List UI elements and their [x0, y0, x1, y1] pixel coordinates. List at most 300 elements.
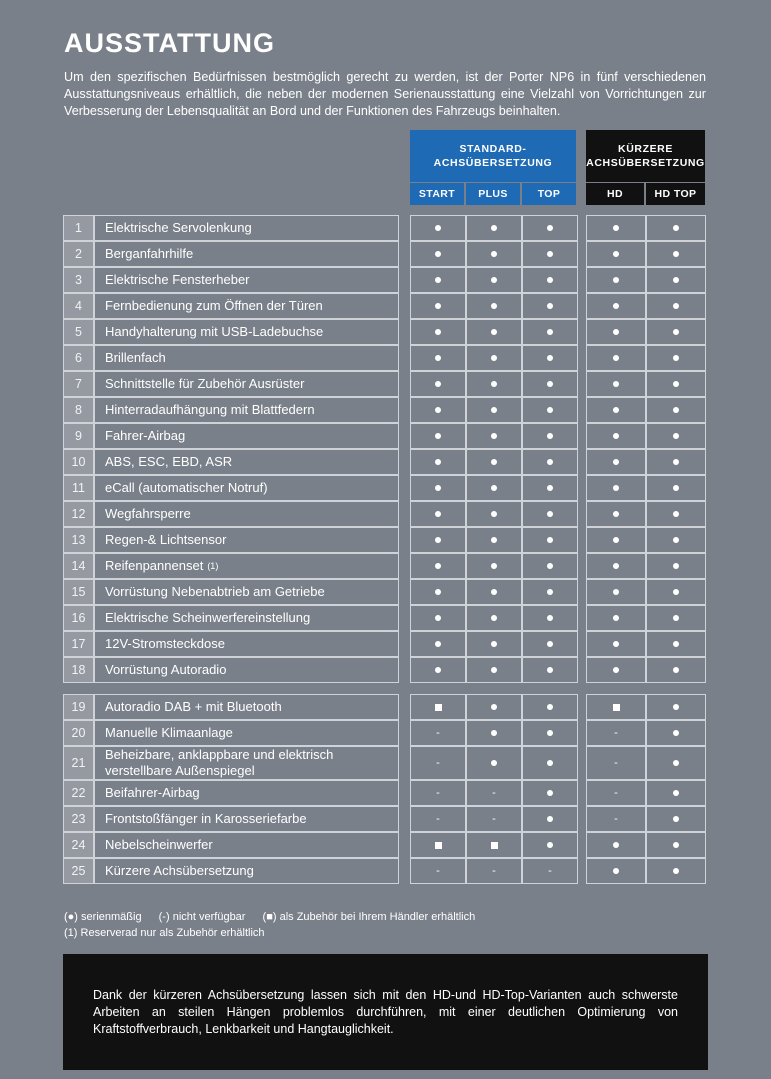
- standard-dot-icon: [435, 563, 441, 569]
- availability-top: [522, 475, 578, 501]
- row-number: 17: [63, 631, 94, 657]
- availability-hd: [586, 746, 646, 780]
- feature-label: [94, 345, 399, 371]
- availability-plus: [466, 423, 522, 449]
- feature-label: [94, 746, 399, 780]
- standard-dot-icon: [673, 355, 679, 361]
- standard-dot-icon: [613, 329, 619, 335]
- availability-plus: [466, 832, 522, 858]
- feature-label-text: Autoradio DAB + mit Bluetooth: [105, 699, 282, 714]
- feature-label-text: Reifenpannenset: [105, 558, 204, 573]
- standard-dot-icon: [613, 355, 619, 361]
- row-number: 24: [63, 832, 94, 858]
- availability-plus: [466, 631, 522, 657]
- standard-dot-icon: [491, 563, 497, 569]
- not-available-dash-icon: -: [436, 757, 440, 769]
- row-number: 5: [63, 319, 94, 345]
- table-row: [63, 475, 706, 501]
- standard-dot-icon: [491, 303, 497, 309]
- standard-dot-icon: [491, 704, 497, 710]
- availability-hd: [586, 293, 646, 319]
- table-row: [63, 423, 706, 449]
- standard-dot-icon: [491, 459, 497, 465]
- standard-dot-icon: [613, 251, 619, 257]
- feature-label-text: Handyhalterung mit USB-Ladebuchse: [105, 324, 324, 339]
- standard-dot-icon: [435, 667, 441, 673]
- availability-top: [522, 694, 578, 720]
- availability-start: [410, 858, 466, 884]
- feature-label-text: Elektrische Scheinwerfereinstellung: [105, 610, 311, 625]
- table-row: [63, 694, 706, 720]
- feature-label: [94, 694, 399, 720]
- availability-hd-top: [646, 832, 706, 858]
- standard-dot-icon: [435, 329, 441, 335]
- standard-dot-icon: [613, 589, 619, 595]
- standard-dot-icon: [547, 485, 553, 491]
- standard-dot-icon: [491, 730, 497, 736]
- row-number: 23: [63, 806, 94, 832]
- not-available-dash-icon: -: [492, 787, 496, 799]
- availability-start: [410, 319, 466, 345]
- feature-label: [94, 293, 399, 319]
- availability-top: [522, 605, 578, 631]
- feature-label: [94, 241, 399, 267]
- availability-plus: [466, 806, 522, 832]
- availability-hd-top: [646, 553, 706, 579]
- feature-label: [94, 657, 399, 683]
- availability-top: [522, 579, 578, 605]
- row-number: 14: [63, 553, 94, 579]
- standard-dot-icon: [491, 615, 497, 621]
- standard-dot-icon: [673, 868, 679, 874]
- legend-not-available: nicht verfügbar: [172, 911, 246, 923]
- standard-axle-header: STANDARD- ACHSÜBERSETZUNG: [410, 130, 576, 182]
- intro-text: Um den spezifischen Bedürfnissen bestmöglich gerecht zu werden, ist der Porter NP6 in fünf verschiedenen Ausstattungsniveaus erhältlich, die neben der modernen Serienausstattung eine Vielzahl von Vorrichtungen zur Verbesserung der Lebensqualität an Bord und der Funktionen des Fahrzeugs beinhalten.: [64, 70, 706, 118]
- short-axle-header: KÜRZERE ACHSÜBERSETZUNG: [586, 130, 705, 182]
- feature-label-text: Fernbedienung zum Öffnen der Türen: [105, 298, 323, 313]
- standard-dot-icon: [547, 842, 553, 848]
- feature-label: [94, 475, 399, 501]
- availability-top: [522, 293, 578, 319]
- legend-note: Reserverad nur als Zubehör erhältlich: [80, 927, 265, 939]
- table-row: [63, 605, 706, 631]
- table-row: [63, 241, 706, 267]
- standard-dot-icon: [673, 589, 679, 595]
- availability-top: [522, 423, 578, 449]
- standard-dot-icon: [673, 537, 679, 543]
- standard-dot-icon: [435, 537, 441, 543]
- standard-dot-icon: [613, 485, 619, 491]
- availability-hd-top: [646, 371, 706, 397]
- availability-hd-top: [646, 694, 706, 720]
- availability-hd-top: [646, 858, 706, 884]
- row-number: 15: [63, 579, 94, 605]
- availability-hd-top: [646, 215, 706, 241]
- legend-accessory: als Zubehör bei Ihrem Händler erhältlich: [279, 911, 476, 923]
- standard-dot-icon: [673, 277, 679, 283]
- accessory-square-icon: [435, 704, 442, 711]
- feature-label: [94, 858, 399, 884]
- standard-dot-icon: [435, 459, 441, 465]
- availability-top: [522, 832, 578, 858]
- footnote-ref: (1): [207, 561, 219, 571]
- standard-dot-icon: [673, 842, 679, 848]
- feature-label: [94, 215, 399, 241]
- standard-dot-icon: [435, 355, 441, 361]
- availability-top: [522, 657, 578, 683]
- page-title: AUSSTATTUNG: [64, 28, 275, 58]
- standard-dot-icon: [547, 407, 553, 413]
- availability-hd: [586, 553, 646, 579]
- availability-top: [522, 267, 578, 293]
- standard-dot-icon: [547, 704, 553, 710]
- table-row: [63, 832, 706, 858]
- row-number: 3: [63, 267, 94, 293]
- standard-dot-icon: [613, 563, 619, 569]
- availability-hd-top: [646, 780, 706, 806]
- standard-dot-icon: [435, 433, 441, 439]
- availability-start: [410, 423, 466, 449]
- availability-start: [410, 631, 466, 657]
- standard-dot-icon: [613, 225, 619, 231]
- availability-hd-top: [646, 631, 706, 657]
- availability-top: [522, 746, 578, 780]
- availability-start: [410, 397, 466, 423]
- legend-standard-symbol: (●): [64, 911, 78, 923]
- feature-label-text: Schnittstelle für Zubehör Ausrüster: [105, 376, 305, 391]
- availability-plus: [466, 215, 522, 241]
- standard-dot-icon: [491, 277, 497, 283]
- standard-dot-icon: [547, 589, 553, 595]
- availability-start: [410, 720, 466, 746]
- row-number: 11: [63, 475, 94, 501]
- availability-hd-top: [646, 527, 706, 553]
- availability-start: [410, 553, 466, 579]
- table-row: [63, 806, 706, 832]
- standard-dot-icon: [673, 407, 679, 413]
- not-available-dash-icon: -: [492, 813, 496, 825]
- availability-hd: [586, 397, 646, 423]
- availability-top: [522, 720, 578, 746]
- accessory-square-icon: [613, 704, 620, 711]
- availability-plus: [466, 345, 522, 371]
- availability-hd: [586, 241, 646, 267]
- table-row: [63, 345, 706, 371]
- row-number: 12: [63, 501, 94, 527]
- availability-top: [522, 780, 578, 806]
- standard-dot-icon: [491, 381, 497, 387]
- table-row: [63, 293, 706, 319]
- standard-dot-icon: [491, 355, 497, 361]
- column-header-hd-top: HD TOP: [646, 183, 705, 205]
- availability-hd: [586, 371, 646, 397]
- column-header-start: START: [410, 183, 464, 205]
- not-available-dash-icon: -: [436, 787, 440, 799]
- standard-dot-icon: [673, 790, 679, 796]
- availability-hd-top: [646, 806, 706, 832]
- feature-label: [94, 780, 399, 806]
- availability-top: [522, 345, 578, 371]
- table-row: [63, 215, 706, 241]
- standard-dot-icon: [673, 225, 679, 231]
- availability-start: [410, 371, 466, 397]
- legend-note-symbol: (1): [64, 927, 78, 939]
- standard-dot-icon: [491, 667, 497, 673]
- standard-dot-icon: [491, 511, 497, 517]
- info-box: [63, 954, 708, 1070]
- availability-start: [410, 579, 466, 605]
- availability-plus: [466, 780, 522, 806]
- feature-label: [94, 553, 399, 579]
- availability-plus: [466, 746, 522, 780]
- standard-dot-icon: [435, 589, 441, 595]
- standard-dot-icon: [435, 511, 441, 517]
- availability-hd: [586, 720, 646, 746]
- table-row: [63, 579, 706, 605]
- column-header-hd: HD: [586, 183, 644, 205]
- standard-dot-icon: [547, 790, 553, 796]
- feature-label-text: Beifahrer-Airbag: [105, 785, 200, 800]
- standard-dot-icon: [673, 485, 679, 491]
- availability-start: [410, 267, 466, 293]
- feature-label: [94, 720, 399, 746]
- availability-hd: [586, 780, 646, 806]
- availability-top: [522, 371, 578, 397]
- availability-hd: [586, 858, 646, 884]
- table-row: [63, 720, 706, 746]
- availability-hd: [586, 694, 646, 720]
- standard-dot-icon: [613, 433, 619, 439]
- availability-start: [410, 806, 466, 832]
- standard-dot-icon: [547, 615, 553, 621]
- feature-label: [94, 449, 399, 475]
- standard-dot-icon: [613, 842, 619, 848]
- standard-dot-icon: [435, 303, 441, 309]
- standard-dot-icon: [673, 615, 679, 621]
- availability-hd: [586, 267, 646, 293]
- feature-label-text: Elektrische Fensterheber: [105, 272, 250, 287]
- table-row: [63, 631, 706, 657]
- availability-top: [522, 527, 578, 553]
- feature-label-text: Wegfahrsperre: [105, 506, 191, 521]
- standard-dot-icon: [547, 730, 553, 736]
- standard-dot-icon: [491, 329, 497, 335]
- table-row: [63, 267, 706, 293]
- standard-dot-icon: [613, 641, 619, 647]
- availability-plus: [466, 449, 522, 475]
- feature-label-text: Elektrische Servolenkung: [105, 220, 252, 235]
- standard-dot-icon: [547, 277, 553, 283]
- availability-hd-top: [646, 746, 706, 780]
- standard-dot-icon: [613, 277, 619, 283]
- standard-dot-icon: [673, 381, 679, 387]
- availability-hd: [586, 527, 646, 553]
- availability-plus: [466, 475, 522, 501]
- row-number: 16: [63, 605, 94, 631]
- not-available-dash-icon: -: [548, 865, 552, 877]
- availability-hd: [586, 832, 646, 858]
- availability-plus: [466, 319, 522, 345]
- accessory-square-icon: [435, 842, 442, 849]
- feature-label-text: Kürzere Achsübersetzung: [105, 863, 254, 878]
- feature-label: [94, 605, 399, 631]
- feature-label-text: Frontstoßfänger in Karosseriefarbe: [105, 811, 307, 826]
- availability-top: [522, 501, 578, 527]
- availability-start: [410, 449, 466, 475]
- availability-hd-top: [646, 657, 706, 683]
- feature-label-text: Nebelscheinwerfer: [105, 837, 213, 852]
- standard-dot-icon: [491, 641, 497, 647]
- availability-plus: [466, 241, 522, 267]
- feature-label-text: Regen-& Lichtsensor: [105, 532, 227, 547]
- availability-top: [522, 241, 578, 267]
- standard-dot-icon: [613, 868, 619, 874]
- table-row: [63, 397, 706, 423]
- standard-dot-icon: [673, 704, 679, 710]
- table-row: [63, 501, 706, 527]
- availability-hd: [586, 475, 646, 501]
- availability-plus: [466, 267, 522, 293]
- feature-label-text: Vorrüstung Autoradio: [105, 662, 227, 677]
- not-available-dash-icon: -: [614, 813, 618, 825]
- feature-label: [94, 527, 399, 553]
- availability-plus: [466, 527, 522, 553]
- standard-dot-icon: [547, 667, 553, 673]
- availability-start: [410, 293, 466, 319]
- availability-start: [410, 475, 466, 501]
- not-available-dash-icon: -: [436, 813, 440, 825]
- standard-dot-icon: [547, 381, 553, 387]
- standard-dot-icon: [613, 303, 619, 309]
- row-number: 6: [63, 345, 94, 371]
- table-row: [63, 319, 706, 345]
- availability-plus: [466, 720, 522, 746]
- standard-dot-icon: [613, 511, 619, 517]
- availability-plus: [466, 501, 522, 527]
- availability-top: [522, 553, 578, 579]
- availability-hd-top: [646, 449, 706, 475]
- availability-hd-top: [646, 397, 706, 423]
- table-row: [63, 858, 706, 884]
- row-number: 9: [63, 423, 94, 449]
- standard-dot-icon: [547, 537, 553, 543]
- row-number: 7: [63, 371, 94, 397]
- availability-start: [410, 345, 466, 371]
- standard-dot-icon: [435, 641, 441, 647]
- feature-label: [94, 423, 399, 449]
- availability-start: [410, 832, 466, 858]
- availability-hd: [586, 657, 646, 683]
- legend-accessory-symbol: (■): [262, 911, 277, 923]
- standard-dot-icon: [547, 303, 553, 309]
- feature-label-text: Fahrer-Airbag: [105, 428, 186, 443]
- feature-label: [94, 806, 399, 832]
- availability-hd-top: [646, 319, 706, 345]
- standard-dot-icon: [547, 511, 553, 517]
- feature-label-text: Berganfahrhilfe: [105, 246, 194, 261]
- availability-plus: [466, 657, 522, 683]
- availability-start: [410, 527, 466, 553]
- table-row: [63, 746, 706, 780]
- availability-hd: [586, 501, 646, 527]
- feature-label-text: Brillenfach: [105, 350, 166, 365]
- availability-hd: [586, 579, 646, 605]
- availability-top: [522, 397, 578, 423]
- standard-dot-icon: [673, 433, 679, 439]
- standard-dot-icon: [491, 760, 497, 766]
- standard-dot-icon: [673, 511, 679, 517]
- standard-dot-icon: [673, 730, 679, 736]
- row-number: 21: [63, 746, 94, 780]
- standard-dot-icon: [673, 459, 679, 465]
- row-number: 2: [63, 241, 94, 267]
- row-number: 25: [63, 858, 94, 884]
- row-number: 10: [63, 449, 94, 475]
- feature-label-text: Manuelle Klimaanlage: [105, 725, 233, 740]
- feature-label: [94, 579, 399, 605]
- standard-dot-icon: [435, 277, 441, 283]
- feature-label: [94, 319, 399, 345]
- standard-dot-icon: [613, 615, 619, 621]
- availability-hd: [586, 423, 646, 449]
- standard-dot-icon: [547, 816, 553, 822]
- accessory-square-icon: [491, 842, 498, 849]
- availability-hd: [586, 449, 646, 475]
- standard-dot-icon: [613, 537, 619, 543]
- availability-hd-top: [646, 345, 706, 371]
- standard-dot-icon: [491, 407, 497, 413]
- table-row: [63, 780, 706, 806]
- availability-top: [522, 215, 578, 241]
- availability-start: [410, 241, 466, 267]
- standard-dot-icon: [435, 485, 441, 491]
- availability-hd-top: [646, 241, 706, 267]
- standard-dot-icon: [547, 355, 553, 361]
- standard-dot-icon: [547, 251, 553, 257]
- availability-hd: [586, 631, 646, 657]
- availability-plus: [466, 579, 522, 605]
- standard-dot-icon: [491, 537, 497, 543]
- standard-dot-icon: [491, 225, 497, 231]
- row-number: 1: [63, 215, 94, 241]
- availability-plus: [466, 553, 522, 579]
- availability-hd: [586, 215, 646, 241]
- legend-not-available-symbol: (-): [158, 911, 170, 923]
- availability-top: [522, 449, 578, 475]
- availability-plus: [466, 605, 522, 631]
- not-available-dash-icon: -: [614, 727, 618, 739]
- feature-label-text: Hinterradaufhängung mit Blattfedern: [105, 402, 315, 417]
- not-available-dash-icon: -: [614, 757, 618, 769]
- standard-dot-icon: [673, 563, 679, 569]
- standard-dot-icon: [547, 433, 553, 439]
- availability-hd-top: [646, 293, 706, 319]
- legend: [64, 909, 489, 941]
- standard-dot-icon: [435, 251, 441, 257]
- not-available-dash-icon: -: [436, 727, 440, 739]
- feature-label: [94, 631, 399, 657]
- availability-plus: [466, 397, 522, 423]
- availability-plus: [466, 371, 522, 397]
- standard-dot-icon: [491, 433, 497, 439]
- table-row: [63, 553, 706, 579]
- standard-dot-icon: [547, 329, 553, 335]
- standard-dot-icon: [547, 459, 553, 465]
- availability-hd-top: [646, 720, 706, 746]
- availability-hd-top: [646, 475, 706, 501]
- row-number: 22: [63, 780, 94, 806]
- availability-start: [410, 746, 466, 780]
